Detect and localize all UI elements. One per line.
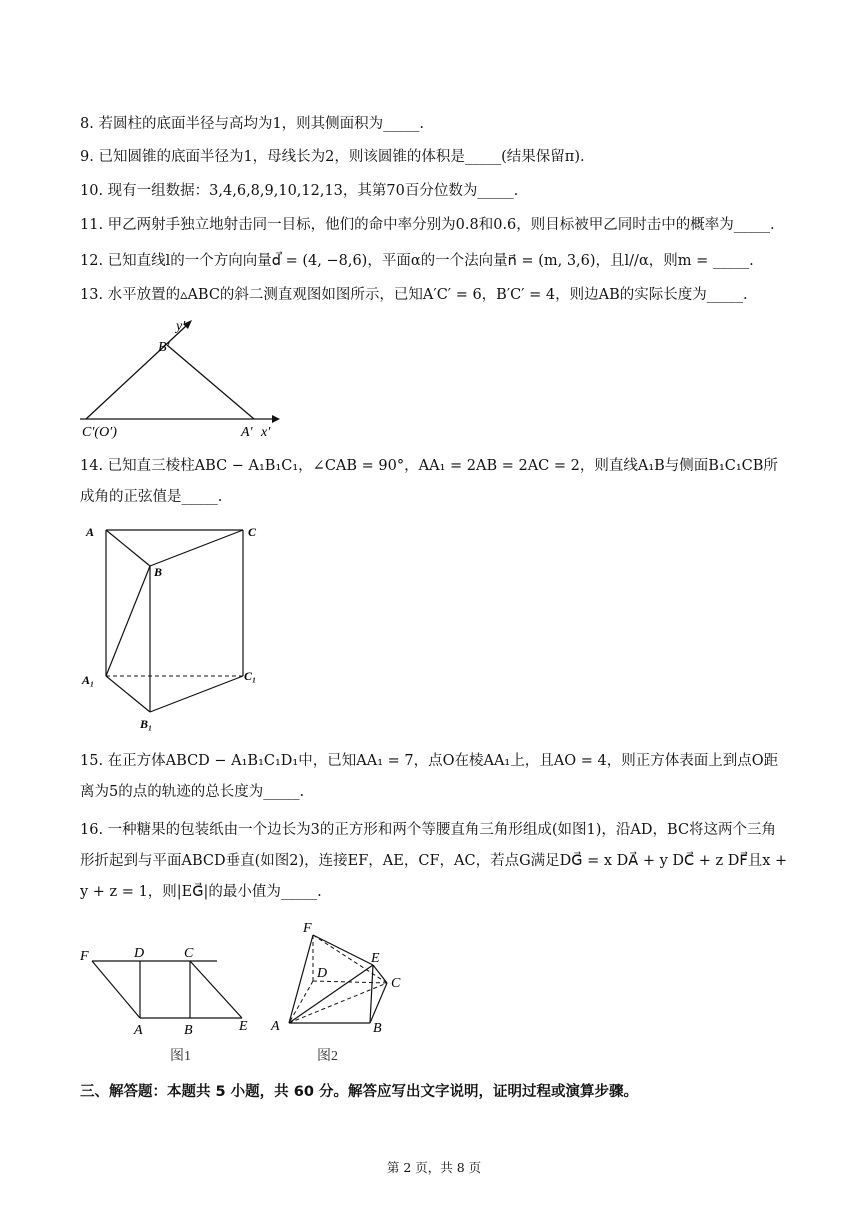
fig13-x-axis-label: x′ xyxy=(261,425,271,440)
fig16a-caption: 图1 xyxy=(170,1049,191,1064)
fig16b-label-f: F xyxy=(303,921,312,936)
fig16b-label-c: C xyxy=(391,976,401,991)
fig14-label-c1: C₁ xyxy=(244,669,257,683)
question-9: 9. 已知圆锥的底面半径为1，母线长为2，则该圆锥的体积是_____(结果保留π). xyxy=(80,149,585,165)
figure-16-1-unfolded xyxy=(72,940,262,1065)
fig16b-caption: 图2 xyxy=(317,1049,338,1064)
fig16a-label-a: A xyxy=(134,1023,143,1038)
fig16b-label-b: B xyxy=(373,1021,382,1036)
fig14-label-b1: B₁ xyxy=(140,717,153,731)
question-14: 14. 已知直三棱柱ABC − A₁B₁C₁，∠CAB = 90°，AA₁ = 2AB = 2AC = 2，则直线A₁B与侧面B₁C₁CB所成角的正弦值是_____. xyxy=(80,458,778,505)
fig13-label-c: C′(O′) xyxy=(82,425,117,440)
figure-16-2-folded xyxy=(265,915,425,1065)
question-16: 16. 一种糖果的包装纸由一个边长为3的正方形和两个等腰直角三角形组成(如图1)，沿AD，BC将这两个三角形折起到与平面ABCD垂直(如图2)，连接EF，AE，CF，AC，若点G满足DG⃗ = x DA⃗ + y DC⃗ + z DF⃗且x + y + z = 1，则|EG⃗|的最小值为_____. xyxy=(80,822,788,900)
fig16a-label-d: D xyxy=(134,946,145,961)
fig16b-label-d: D xyxy=(317,966,328,981)
fig16a-label-e: E xyxy=(239,1019,248,1034)
fig13-label-b: B′ xyxy=(158,340,170,355)
question-15: 15. 在正方体ABCD − A₁B₁C₁D₁中，已知AA₁ = 7，点O在棱AA₁上，且AO = 4，则正方体表面上到点O距离为5的点的轨迹的总长度为_____. xyxy=(80,753,779,800)
fig13-y-axis-label: y′ xyxy=(176,319,186,334)
fig14-label-c: C xyxy=(248,525,257,539)
question-11: 11. 甲乙两射手独立地射击同一目标，他们的命中率分别为0.8和0.6，则目标被甲乙同时击中的概率为_____. xyxy=(80,217,775,233)
fig14-label-b: B xyxy=(154,565,163,579)
fig14-label-a1: A₁ xyxy=(82,673,95,687)
page-footer: 第 2 页，共 8 页 xyxy=(386,1160,482,1175)
fig16a-label-b: B xyxy=(184,1023,193,1038)
fig16a-label-c: C xyxy=(184,946,194,961)
section-heading: 三、解答题：本题共 5 小题，共 60 分。解答应写出文字说明，证明过程或演算步骤。 xyxy=(80,1084,638,1100)
fig13-label-a: A′ xyxy=(241,425,253,440)
fig16b-label-a: A xyxy=(271,1019,280,1034)
question-10: 10. 现有一组数据：3,4,6,8,9,10,12,13，其第70百分位数为_____. xyxy=(80,183,519,199)
fig16a-label-f: F xyxy=(80,949,89,964)
figure-14-prism xyxy=(78,518,268,740)
question-8: 8. 若圆柱的底面半径与高均为1，则其侧面积为_____. xyxy=(80,116,425,132)
question-12: 12. 已知直线l的一个方向向量d⃗ = (4, −8,6)，平面α的一个法向量n⃗ = (m, 3,6)，且l//α，则m = _____. xyxy=(80,253,754,269)
fig14-label-a: A xyxy=(86,525,95,539)
figure-13-oblique-triangle xyxy=(76,318,286,440)
fig16b-label-e: E xyxy=(371,951,380,966)
question-13: 13. 水平放置的▵ABC的斜二测直观图如图所示，已知A′C′ = 6，B′C′ = 4，则边AB的实际长度为_____. xyxy=(80,287,748,303)
